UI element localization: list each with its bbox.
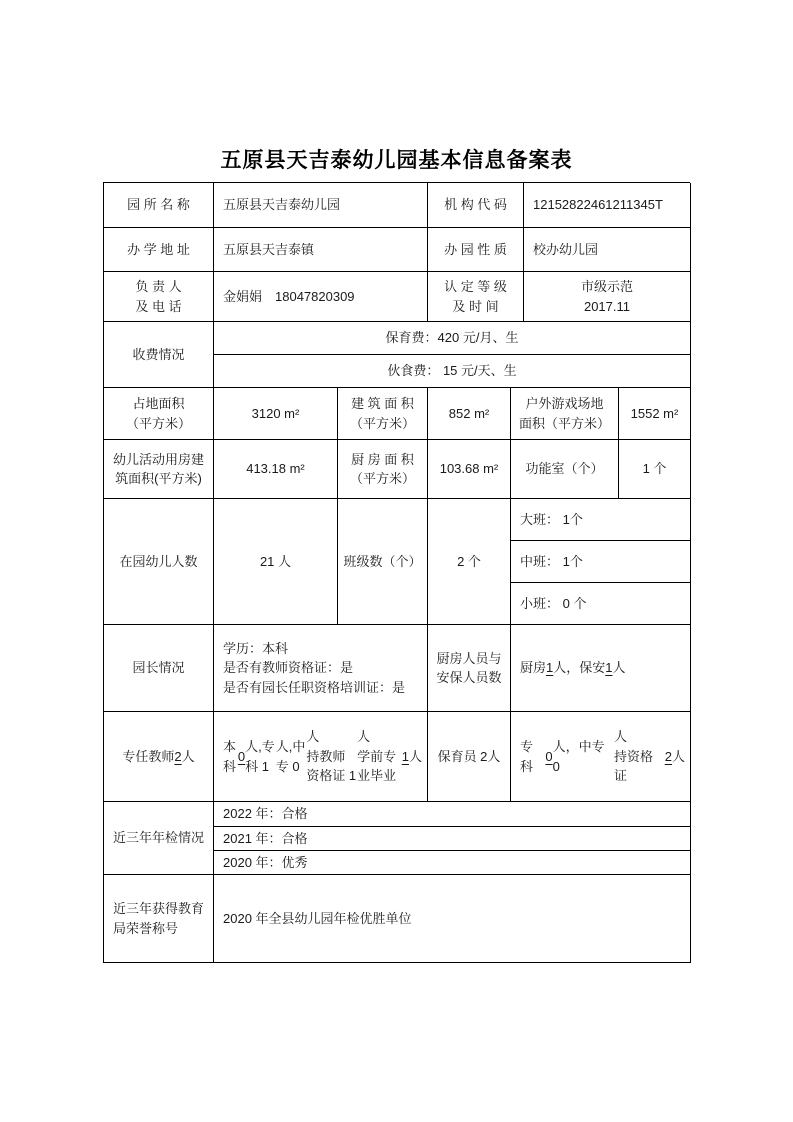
inspection-stack bbox=[214, 802, 691, 875]
honor-value: 2020 年全县幼儿园年检优胜单位 bbox=[214, 875, 691, 963]
area-row bbox=[104, 388, 690, 440]
kitchen-area-value: 103.68 m² bbox=[428, 440, 511, 499]
caregiver-details: 专科 0 人，中专 0 人 持资格证 2 人 bbox=[511, 712, 691, 802]
facility-name-label: 园 所 名 称 bbox=[104, 183, 214, 228]
activity-area-row bbox=[104, 440, 690, 499]
enrollment-row bbox=[104, 499, 690, 625]
fees-stack bbox=[214, 322, 691, 388]
class-count-label: 班级数（个） bbox=[338, 499, 428, 625]
director-label: 园长情况 bbox=[104, 625, 214, 712]
caregiver-label: 保育员 2 人 bbox=[428, 712, 511, 802]
children-count-label: 在园幼儿人数 bbox=[104, 499, 214, 625]
teachers-row bbox=[104, 712, 690, 802]
honor-label: 近三年获得教育 局荣誉称号 bbox=[104, 875, 214, 963]
activity-area-label: 幼儿活动用房建 筑面积(平方米) bbox=[104, 440, 214, 499]
inspection-year-2022: 2022 年：合格 bbox=[214, 802, 691, 827]
principal-value: 金娟娟 18047820309 bbox=[214, 272, 428, 322]
building-area-label: 建 筑 面 积 （平方米） bbox=[338, 388, 428, 440]
inspection-year-2021: 2021 年：合格 bbox=[214, 827, 691, 851]
function-room-label: 功能室（个） bbox=[511, 440, 619, 499]
org-code-value: 12152822461211345T bbox=[524, 183, 691, 228]
function-room-value: 1 个 bbox=[619, 440, 691, 499]
class-junior-row: 小班： 0 个 bbox=[511, 583, 691, 625]
kitchen-security-value: 厨房 1 人，保安 1 人 bbox=[511, 625, 691, 712]
outdoor-area-value: 1552 m² bbox=[619, 388, 691, 440]
director-row bbox=[104, 625, 690, 712]
address-label: 办 学 地 址 bbox=[104, 228, 214, 272]
address-value: 五原县天吉泰镇 bbox=[214, 228, 428, 272]
director-details: 学历：本科 是否有教师资格证：是 是否有园长任职资格培训证：是 bbox=[214, 625, 428, 712]
grade-value: 市级示范 2017.11 bbox=[524, 272, 691, 322]
fees-label: 收费情况 bbox=[104, 322, 214, 388]
land-area-value: 3120 m² bbox=[214, 388, 338, 440]
kitchen-security-label: 厨房人员与 安保人员数 bbox=[428, 625, 511, 712]
inspection-row bbox=[104, 802, 690, 875]
principal-label: 负 责 人 及 电 话 bbox=[104, 272, 214, 322]
children-count-value: 21 人 bbox=[214, 499, 338, 625]
teachers-details: 本科 0 人,专科 1 人,中专 0 人 持教师资格证 1 人 学前专业毕业 1 人 bbox=[214, 712, 428, 802]
facility-name-value: 五原县天吉泰幼儿园 bbox=[214, 183, 428, 228]
fees-row bbox=[104, 322, 690, 388]
meal-fee-value: 伙食费： 15 元/天、生 bbox=[214, 355, 691, 388]
nature-label: 办 园 性 质 bbox=[428, 228, 524, 272]
nature-value: 校办幼儿园 bbox=[524, 228, 691, 272]
care-fee-value: 保育费：420 元/月、生 bbox=[214, 322, 691, 355]
activity-area-value: 413.18 m² bbox=[214, 440, 338, 499]
inspection-year-2020: 2020 年：优秀 bbox=[214, 851, 691, 875]
class-middle-row: 中班： 1个 bbox=[511, 541, 691, 583]
facility-name-row bbox=[104, 183, 690, 228]
principal-row bbox=[104, 272, 690, 322]
inspection-label: 近三年年检情况 bbox=[104, 802, 214, 875]
registration-form-table bbox=[103, 182, 690, 963]
kitchen-area-label: 厨 房 面 积 （平方米） bbox=[338, 440, 428, 499]
grade-label: 认 定 等 级 及 时 间 bbox=[428, 272, 524, 322]
page-title: 五原县天吉泰幼儿园基本信息备案表 bbox=[220, 149, 573, 172]
land-area-label: 占地面积 （平方米） bbox=[104, 388, 214, 440]
class-count-value: 2 个 bbox=[428, 499, 511, 625]
org-code-label: 机 构 代 码 bbox=[428, 183, 524, 228]
building-area-value: 852 m² bbox=[428, 388, 511, 440]
class-senior-row: 大班： 1个 bbox=[511, 499, 691, 541]
honor-row bbox=[104, 875, 690, 963]
outdoor-area-label: 户外游戏场地 面积（平方米） bbox=[511, 388, 619, 440]
address-row bbox=[104, 228, 690, 272]
class-breakdown-stack bbox=[511, 499, 691, 625]
teachers-label: 专任教师 2 人 bbox=[104, 712, 214, 802]
